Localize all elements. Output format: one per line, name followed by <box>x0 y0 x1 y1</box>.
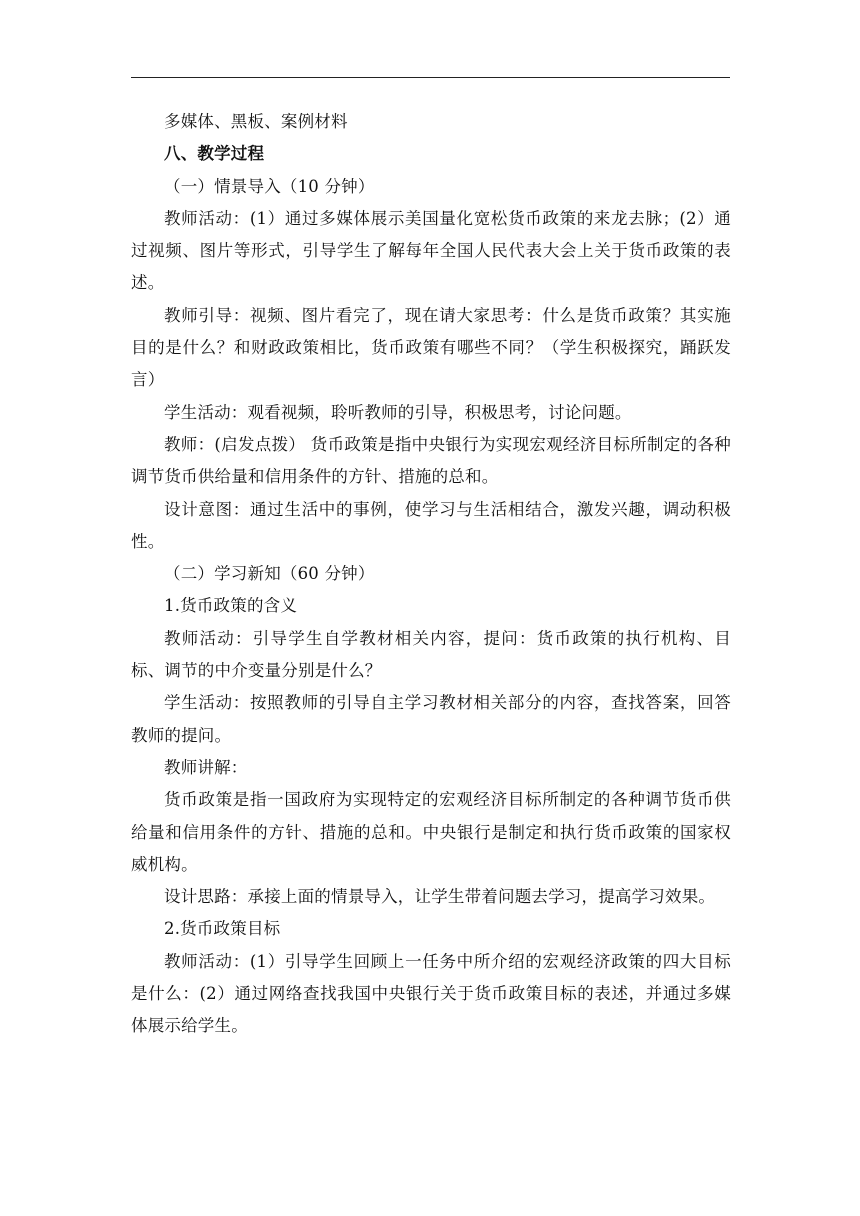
paragraph: 设计意图：通过生活中的事例，使学习与生活相结合，激发兴趣，调动积极性。 <box>131 499 731 551</box>
paragraph: 教师活动：(1）引导学生回顾上一任务中所介绍的宏观经济政策的四大目标是什么：(2）通过网络查找我国中央银行关于货币政策目标的表述，并通过多媒体展示给学生。 <box>131 951 731 1036</box>
section-heading: 八、教学过程 <box>164 144 265 164</box>
item-heading: 1.货币政策的含义 <box>164 596 298 616</box>
item-heading: 2.货币政策目标 <box>164 919 281 939</box>
paragraph: 学生活动：观看视频，聆听教师的引导，积极思考，讨论问题。 <box>164 402 632 422</box>
paragraph: 货币政策是指一国政府为实现特定的宏观经济目标所制定的各种调节货币供给量和信用条件的方针、措施的总和。中央银行是制定和执行货币政策的国家权威机构。 <box>131 790 731 874</box>
paragraph: 教师：(启发点拨） 货币政策是指中央银行为实现宏观经济目标所制定的各种调节货币供给量和信用条件的方针、措施的总和。 <box>131 434 731 487</box>
paragraph: 学生活动：按照教师的引导自主学习教材相关部分的内容，查找答案，回答教师的提问。 <box>131 693 731 745</box>
header-rule <box>131 77 730 78</box>
paragraph: 设计思路：承接上面的情景导入，让学生带着问题去学习，提高学习效果。 <box>164 887 716 907</box>
paragraph: 教师引导：视频、图片看完了，现在请大家思考：什么是货币政策？其实施目的是什么？和财政政策相比，货币政策有哪些不同？（学生积极探究，踊跃发言） <box>131 305 731 390</box>
document-body <box>131 106 731 1043</box>
subsection-heading: （二）学习新知（60 分钟） <box>164 564 375 584</box>
paragraph: 教师活动：引导学生自学教材相关内容，提问：货币政策的执行机构、目标、调节的中介变量分别是什么？ <box>131 628 731 681</box>
paragraph: 教师讲解： <box>164 757 248 777</box>
paragraph: 教师活动：(1）通过多媒体展示美国量化宽松货币政策的来龙去脉；(2）通过视频、图片等形式，引导学生了解每年全国人民代表大会上关于货币政策的表述。 <box>131 208 731 293</box>
subsection-heading: （一）情景导入（10 分钟） <box>164 176 375 196</box>
materials-line: 多媒体、黑板、案例材料 <box>164 112 348 131</box>
